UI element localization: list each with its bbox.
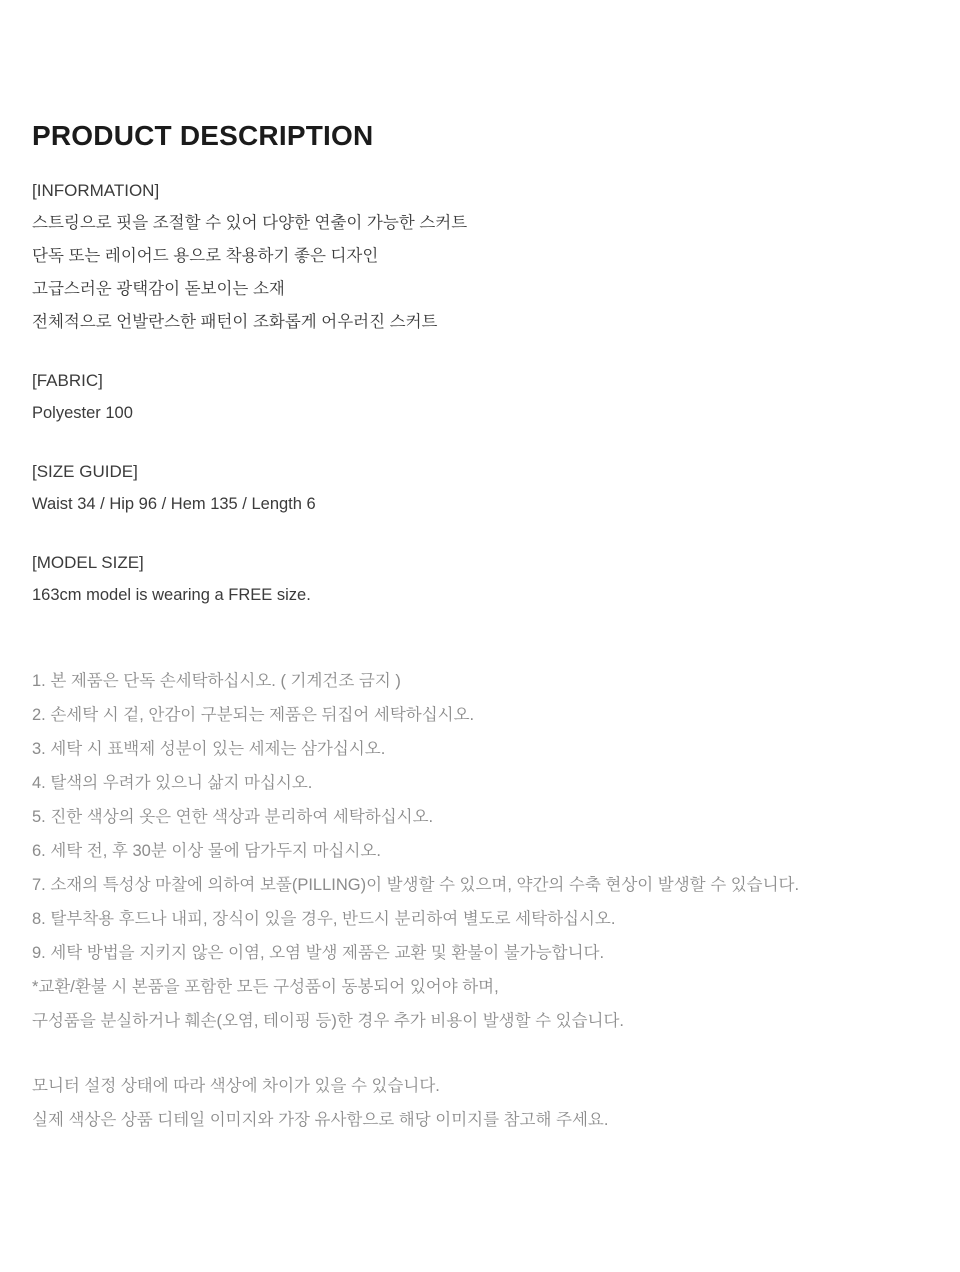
care-instruction-item: 1. 본 제품은 단독 손세탁하십시오. ( 기계건조 금지 ) (32, 672, 401, 690)
care-instruction-item: 2. 손세탁 시 겉, 안감이 구분되는 제품은 뒤집어 세탁하십시오. (32, 706, 475, 724)
model-size-value: 163cm model is wearing a FREE size. (32, 586, 311, 604)
fabric-value: Polyester 100 (32, 404, 133, 422)
section-size-guide (32, 455, 928, 521)
care-instruction-item: 4. 탈색의 우려가 있으니 삶지 마십시오. (32, 774, 313, 792)
section-information (32, 174, 928, 339)
care-instruction-item: 3. 세탁 시 표백제 성분이 있는 세제는 삼가십시오. (32, 740, 386, 758)
care-instruction-item: 8. 탈부착용 후드나 내피, 장식이 있을 경우, 반드시 분리하여 별도로 세탁하십시오. (32, 910, 616, 928)
size-guide-value: Waist 34 / Hip 96 / Hem 135 / Length 6 (32, 495, 316, 513)
information-line: 전체적으로 언발란스한 패턴이 조화롭게 어우러진 스커트 (32, 313, 438, 331)
fabric-label: [FABRIC] (32, 371, 103, 390)
size-guide-label: [SIZE GUIDE] (32, 462, 138, 481)
page-title: PRODUCT DESCRIPTION (32, 120, 374, 151)
information-line: 스트링으로 핏을 조절할 수 있어 다양한 연출이 가능한 스커트 (32, 214, 468, 232)
care-exchange-note: 구성품을 분실하거나 훼손(오염, 테이핑 등)한 경우 추가 비용이 발생할 수 있습니다. (32, 1012, 624, 1030)
care-instruction-item: 7. 소재의 특성상 마찰에 의하여 보풀(PILLING)이 발생할 수 있으며, 약간의 수축 현상이 발생할 수 있습니다. (32, 876, 800, 894)
section-fabric (32, 364, 928, 430)
information-label: [INFORMATION] (32, 181, 160, 200)
monitor-color-note: 모니터 설정 상태에 따라 색상에 차이가 있을 수 있습니다. (32, 1077, 440, 1095)
model-size-label: [MODEL SIZE] (32, 553, 144, 572)
section-model-size (32, 546, 928, 612)
color-disclaimer-notes (32, 1069, 928, 1137)
actual-color-note: 실제 색상은 상품 디테일 이미지와 가장 유사함으로 해당 이미지를 참고해 주세요. (32, 1111, 609, 1129)
care-instruction-item: 6. 세탁 전, 후 30분 이상 물에 담가두지 마십시오. (32, 842, 381, 860)
care-instruction-item: 9. 세탁 방법을 지키지 않은 이염, 오염 발생 제품은 교환 및 환불이 불가능합니다. (32, 944, 605, 962)
care-exchange-note: *교환/환불 시 본품을 포함한 모든 구성품이 동봉되어 있어야 하며, (32, 978, 499, 996)
information-line: 단독 또는 레이어드 용으로 착용하기 좋은 디자인 (32, 247, 379, 265)
information-line: 고급스러운 광택감이 돋보이는 소재 (32, 280, 285, 298)
care-instructions-list (32, 664, 928, 1038)
care-instruction-item: 5. 진한 색상의 옷은 연한 색상과 분리하여 세탁하십시오. (32, 808, 434, 826)
